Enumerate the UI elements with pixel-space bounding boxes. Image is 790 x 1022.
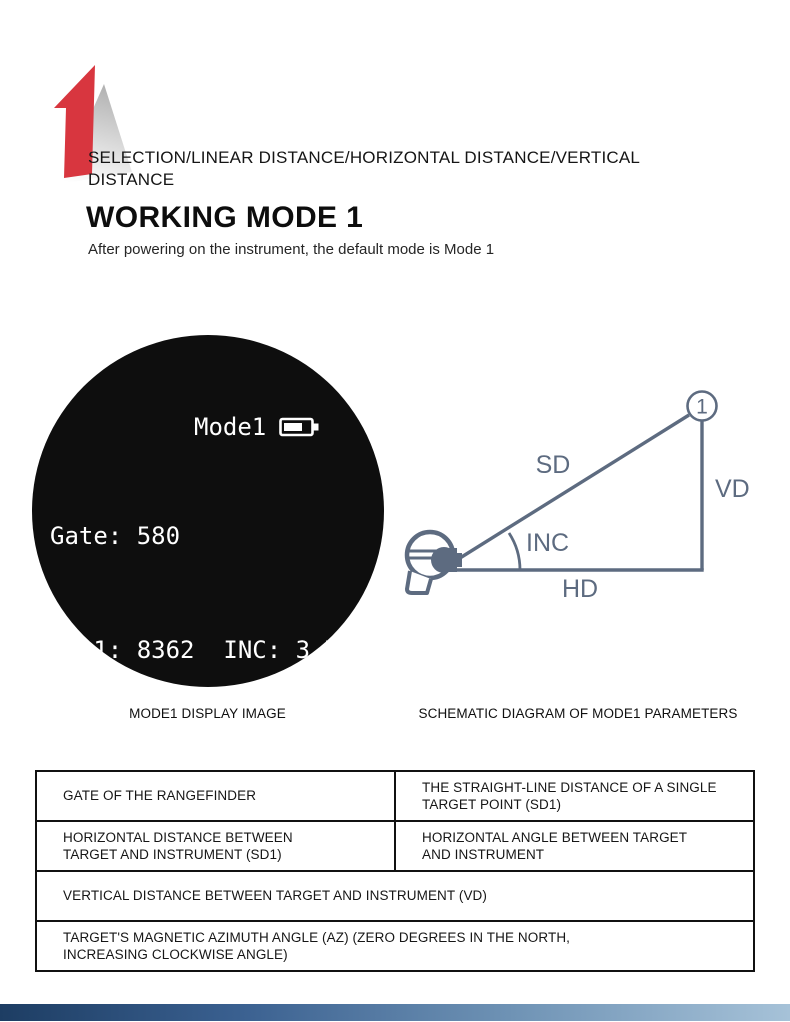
cell-text: INCREASING CLOCKWISE ANGLE) xyxy=(63,947,288,962)
parameters-table xyxy=(35,770,755,972)
cell-text: TARGET AND INSTRUMENT (SD1) xyxy=(63,847,282,862)
table-row xyxy=(36,771,754,821)
cell-text: AND INSTRUMENT xyxy=(422,847,545,862)
table-cell xyxy=(36,771,395,821)
display-line-az: AZ: 135.3˙ xyxy=(50,864,224,892)
mode1-schematic-diagram xyxy=(398,381,764,623)
battery-icon xyxy=(279,416,321,438)
table-cell xyxy=(36,871,754,921)
cell-text: TARGET POINT (SD1) xyxy=(422,797,562,812)
target-marker-number: 1 xyxy=(696,395,708,419)
cell-text: GATE OF THE RANGEFINDER xyxy=(63,788,257,804)
display-figure-caption: MODE1 DISPLAY IMAGE xyxy=(129,706,286,721)
table-row xyxy=(36,921,754,971)
table-cell xyxy=(36,921,754,971)
cell-text: HORIZONTAL ANGLE BETWEEN TARGET xyxy=(422,829,688,845)
page-title: WORKING MODE 1 xyxy=(86,201,364,234)
display-line-sd-inc: SD 1: 8362 INC: 3.7˙ xyxy=(50,636,354,664)
cell-text: HORIZONTAL DISTANCE BETWEEN xyxy=(63,829,293,845)
display-status-line xyxy=(194,413,321,441)
sd-label: SD xyxy=(535,451,571,479)
table-row xyxy=(36,821,754,871)
observer-head-icon xyxy=(407,532,462,593)
hd-label: HD xyxy=(561,575,599,603)
schematic-figure-caption: SCHEMATIC DIAGRAM OF MODE1 PARAMETERS xyxy=(418,706,738,721)
table-cell xyxy=(395,821,754,871)
kicker-heading: SELECTION/LINEAR DISTANCE/HORIZONTAL DISTANCE/VERTICAL DISTANCE xyxy=(88,148,640,189)
inc-angle-arc xyxy=(509,533,520,570)
table-cell xyxy=(36,821,395,871)
cell-text: TARGET'S MAGNETIC AZIMUTH ANGLE (AZ) (ZERO DEGREES IN THE NORTH, xyxy=(63,929,571,945)
page-subtitle: After powering on the instrument, the default mode is Mode 1 xyxy=(88,241,495,258)
table-cell xyxy=(395,771,754,821)
footer-accent-bar xyxy=(0,1004,790,1021)
display-line-gate: Gate: 580 xyxy=(50,522,181,550)
display-line-hd-vd: HD: 8345 VD: 540 xyxy=(50,750,325,778)
sd-line xyxy=(460,415,689,558)
cell-text: THE STRAIGHT-LINE DISTANCE OF A SINGLE xyxy=(422,779,717,795)
table-row xyxy=(36,871,754,921)
display-mode-label: Mode1 xyxy=(194,413,267,441)
cell-text: VERTICAL DISTANCE BETWEEN TARGET AND INSTRUMENT (VD) xyxy=(63,888,488,904)
inc-label: INC xyxy=(526,529,570,557)
vd-label: VD xyxy=(715,475,750,503)
